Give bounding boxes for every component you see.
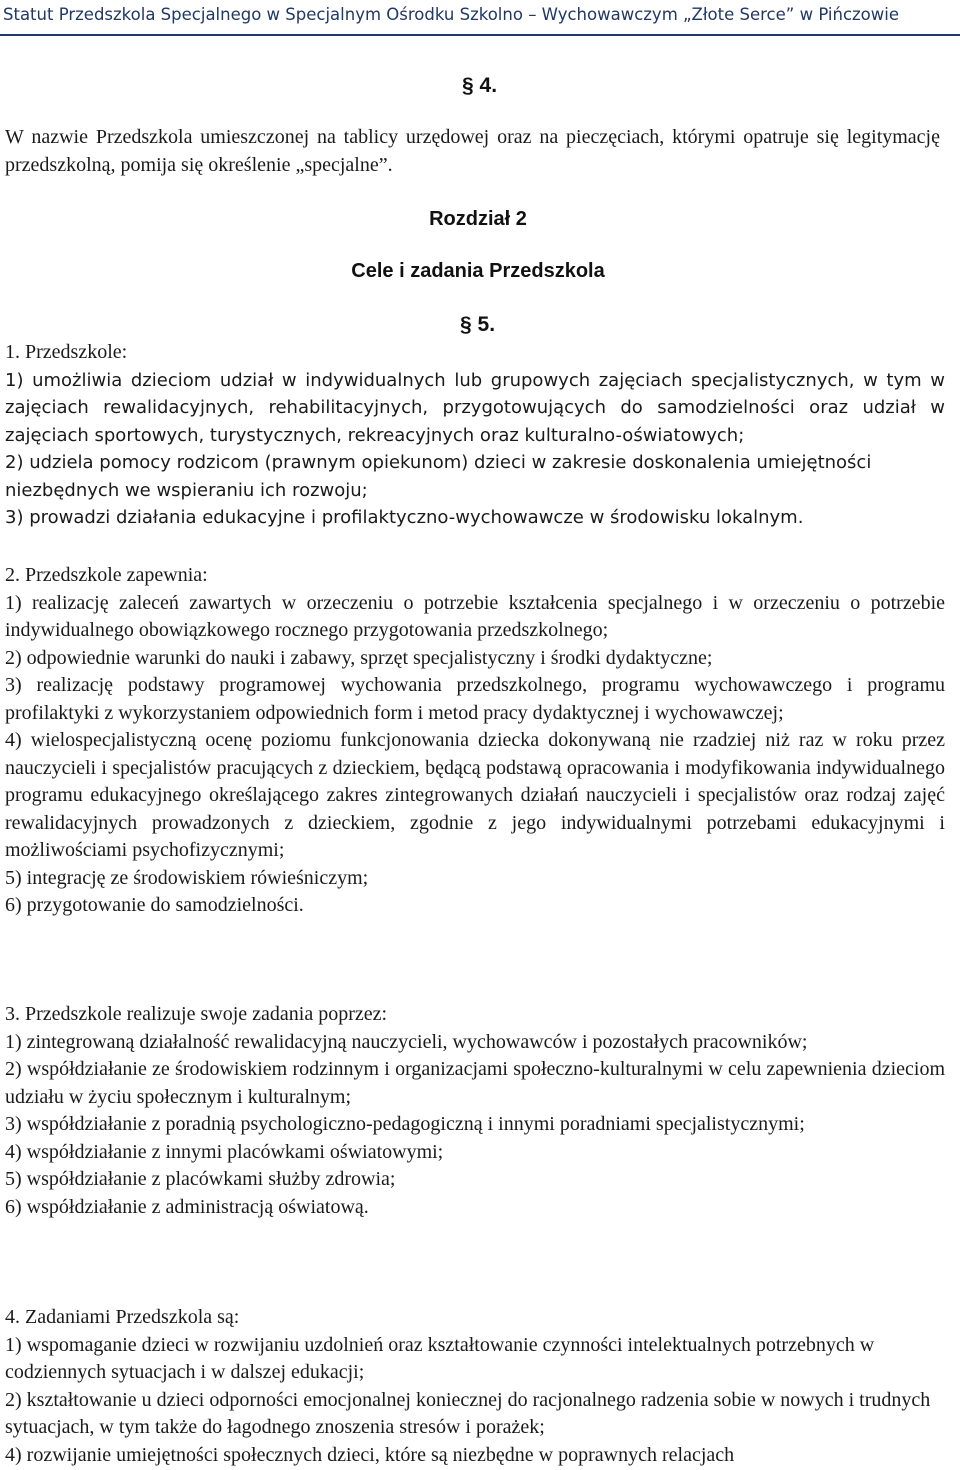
point-2-item-2: 2) odpowiednie warunki do nauki i zabawy, sprzęt specjalistyczny i środki dydaktyczne; [5,646,713,669]
point-2-item-5: 5) integrację ze środowiskiem rówieśniczym; [5,866,369,889]
point-1-item-3: 3) prowadzi działania edukacyjne i profilaktyczno-wychowawcze w środowisku lokalnym. [5,507,804,528]
point-4-item-1: 1) wspomaganie dzieci w rozwijaniu uzdolnień oraz kształtowanie czynności intelektualnych potrzebnych w codziennych sytuacjach i w dalszej edukacji; [5,1333,875,1383]
chapter-title: Rozdział 2 [429,208,527,230]
point-2-item-3: 3) realizację podstawy programowej wychowania przedszkolnego, programu wychowawczego i programu profilaktyki z wykorzystaniem odpowiednich form i metod pracy dydaktycznej i wychowawczej; [5,674,945,724]
point-2-item-6: 6) przygotowanie do samodzielności. [5,894,304,916]
point-3-intro: 3. Przedszkole realizuje swoje zadania poprzez: [5,1003,388,1025]
point-3-item-1: 1) zintegrowaną działalność rewalidacyjną nauczycieli, wychowawców i pozostałych pracowników; [5,1030,808,1053]
section-5-mark: § 5. [460,313,496,336]
point-1-item-2: 2) udziela pomocy rodzicom (prawnym opiekunom) dzieci w zakresie doskonalenia umiejętności niezbędnych we wspieraniu ich rozwoju; [5,452,872,501]
point-2-item-1: 1) realizację zaleceń zawartych w orzeczeniu o potrzebie kształcenia specjalnego i w orzeczeniu o potrzebie indywidualnego obowiązkowego rocznego przygotowania przedszkolnego; [5,591,945,641]
point-2-intro: 2. Przedszkole zapewnia: [5,564,208,586]
point-2-block [5,562,945,920]
page-header: Statut Przedszkola Specjalnego w Specjalnym Ośrodku Szkolno – Wychowawczym „Złote Serce” w Pińczowie [3,5,900,24]
point-3-item-6: 6) współdziałanie z administracją oświatową. [5,1195,369,1218]
header-divider [0,34,960,36]
point-1-item-1: 1) umożliwia dzieciom udział w indywidualnych lub grupowych zajęciach specjalistycznych, w tym w zajęciach rewalidacyjnych, rehabilitacyjnych, przygotowujących do samodzielności oraz udział w zajęciach sportowych, turystycznych, rekreacyjnych oraz kulturalno-oświatowych; [5,369,945,446]
point-2-item-4: 4) wielospecjalistyczną ocenę poziomu funkcjonowania dziecka dokonywaną nie rzadziej niż raz w roku przez nauczycieli i specjalistów pracujących z dzieckiem, będącą podstawą opracowania i modyfikowania indywidualnego programu edukacyjnego określającego zakres zintegrowanych działań nauczycieli i specjalistów oraz rodzaj zajęć rewalidacyjnych prowadzonych z dzieckiem, zgodnie z jego indywidualnymi potrzebami edukacyjnymi i możliwościami psychofizycznymi; [5,729,945,861]
point-1-intro: 1. Przedszkole: [5,341,128,363]
point-4-block [5,1304,945,1469]
section-4-mark: § 4. [462,74,498,97]
point-4-intro: 4. Zadaniami Przedszkola są: [5,1306,240,1328]
point-4-item-2: 2) kształtowanie u dzieci odporności emocjonalnej koniecznej do racjonalnego radzenia sobie w nowych i trudnych sytuacjach, w tym także do łagodnego znoszenia stresów i porażek; [5,1388,931,1438]
point-4-item-3: 4) rozwijanie umiejętności społecznych dzieci, które są niezbędne w poprawnych relacjach [5,1443,735,1466]
point-3-item-2: 2) współdziałanie ze środowiskiem rodzinnym i organizacjami społeczno-kulturalnymi w celu zapewnienia dzieciom udziału w życiu społecznym i kulturalnym; [5,1058,945,1108]
point-3-item-4: 4) współdziałanie z innymi placówkami oświatowymi; [5,1140,444,1163]
point-3-block [5,1001,945,1221]
point-3-item-5: 5) współdziałanie z placówkami służby zdrowia; [5,1168,396,1190]
point-1-block [5,339,945,532]
section-4-text: W nazwie Przedszkola umieszczonej na tablicy urzędowej oraz na pieczęciach, którymi opatruje się legitymację przedszkolną, pomija się określenie „specjalne”. [5,126,940,176]
point-3-item-3: 3) współdziałanie z poradnią psychologiczno-pedagogiczną i innymi poradniami specjalistycznymi; [5,1113,805,1135]
chapter-subtitle: Cele i zadania Przedszkola [351,260,605,282]
